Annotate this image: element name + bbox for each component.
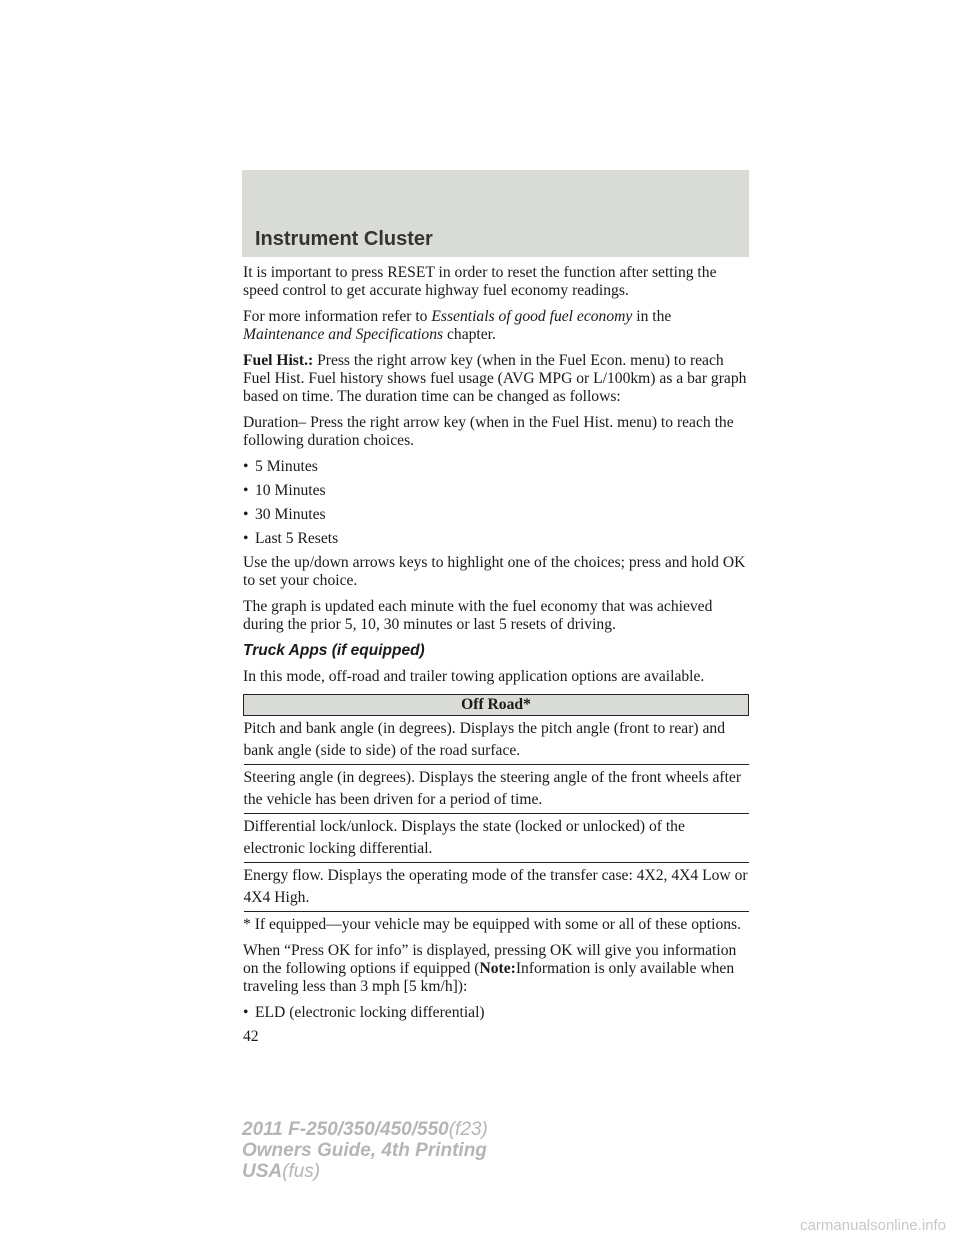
bullet-icon: • [243,482,249,499]
table-cell: Pitch and bank angle (in degrees). Displays the pitch angle (front to rear) and bank angle (side to side) of the road surface. [244,716,749,765]
page-number: 42 [243,1028,259,1045]
footer-market: USA [242,1161,283,1182]
list-item [243,482,753,500]
paragraph-footnote: * If equipped—your vehicle may be equipped with some or all of these options. [243,916,742,933]
document-footer [242,1119,488,1182]
page-content [243,264,753,1046]
fuel-hist-text: Press the right arrow key (when in the Fuel Econ. menu) to reach Fuel Hist. Fuel history shows fuel usage (AVG MPG or L/100km) as a bar graph based on time. The duration time can be changed as follows: [243,352,747,405]
paragraph-reset: It is important to press RESET in order to reset the function after setting the speed control to get accurate highway fuel economy readings. [243,264,717,299]
paragraph-reference [243,308,753,344]
bullet-icon: • [243,530,249,547]
section-heading-truck-apps: Truck Apps (if equipped) [243,642,425,659]
table-header: Off Road* [244,695,749,716]
list-item-label: 5 Minutes [255,458,318,475]
table-row [244,716,749,765]
bullet-icon: • [243,506,249,523]
list-item-label: 10 Minutes [255,482,326,499]
table-row [244,814,749,863]
reference-prefix: For more information refer to [243,308,428,325]
paragraph-graph-update: The graph is updated each minute with the fuel economy that was achieved during the prior 5, 10, 30 minutes or last 5 resets of driving. [243,598,713,633]
paragraph-fuel-hist [243,352,753,406]
list-item [243,530,753,548]
table-cell: Steering angle (in degrees). Displays the steering angle of the front wheels after the vehicle has been driven for a period of time. [244,765,749,814]
list-item-label: 30 Minutes [255,506,326,523]
table-row [244,863,749,912]
footer-market-code: (fus) [282,1161,321,1182]
off-road-table [243,694,749,912]
bullet-icon: • [243,458,249,475]
watermark-text: carmanualsonline.info [800,1217,946,1234]
list-item-label: ELD (electronic locking differential) [255,1004,485,1021]
table-row [244,765,749,814]
bullet-icon: • [243,1004,249,1021]
reference-mid: in the [636,308,672,325]
list-item-label: Last 5 Resets [255,530,339,547]
paragraph-duration: Duration– Press the right arrow key (when in the Fuel Hist. menu) to reach the following duration choices. [243,414,734,449]
note-label: Note: [479,960,516,977]
footer-model: 2011 F-250/350/450/550 [242,1119,449,1140]
footer-line-guide: Owners Guide, 4th Printing [242,1140,487,1161]
paragraph-press-ok [243,942,753,996]
reference-link-chapter: Maintenance and Specifications [243,326,444,343]
footer-line-market [242,1161,488,1182]
table-cell: Differential lock/unlock. Displays the state (locked or unlocked) of the electronic locking differential. [244,814,749,863]
press-ok-text: When “Press OK for info” is displayed, pressing OK will give you information on the following options if equipped ( [243,942,737,977]
footer-model-code: (f23) [448,1119,488,1140]
table-cell: Energy flow. Displays the operating mode of the transfer case: 4X2, 4X4 Low or 4X4 High. [244,863,749,912]
reference-suffix: chapter. [446,326,496,343]
list-item [243,1004,753,1022]
chapter-header-band [242,170,749,257]
chapter-title: Instrument Cluster [255,228,433,250]
list-item [243,506,753,524]
fuel-hist-term: Fuel Hist.: [243,352,314,369]
duration-choices-list [243,458,753,548]
press-ok-note: Information is only available when traveling less than 3 mph [5 km/h]): [243,960,735,995]
reference-link-fuel-economy: Essentials of good fuel economy [431,308,633,325]
list-item [243,458,753,476]
footer-line-model [242,1119,488,1140]
paragraph-truck-apps: In this mode, off-road and trailer towing application options are available. [243,668,705,685]
paragraph-highlight: Use the up/down arrows keys to highlight one of the choices; press and hold OK to set your choice. [243,554,746,589]
